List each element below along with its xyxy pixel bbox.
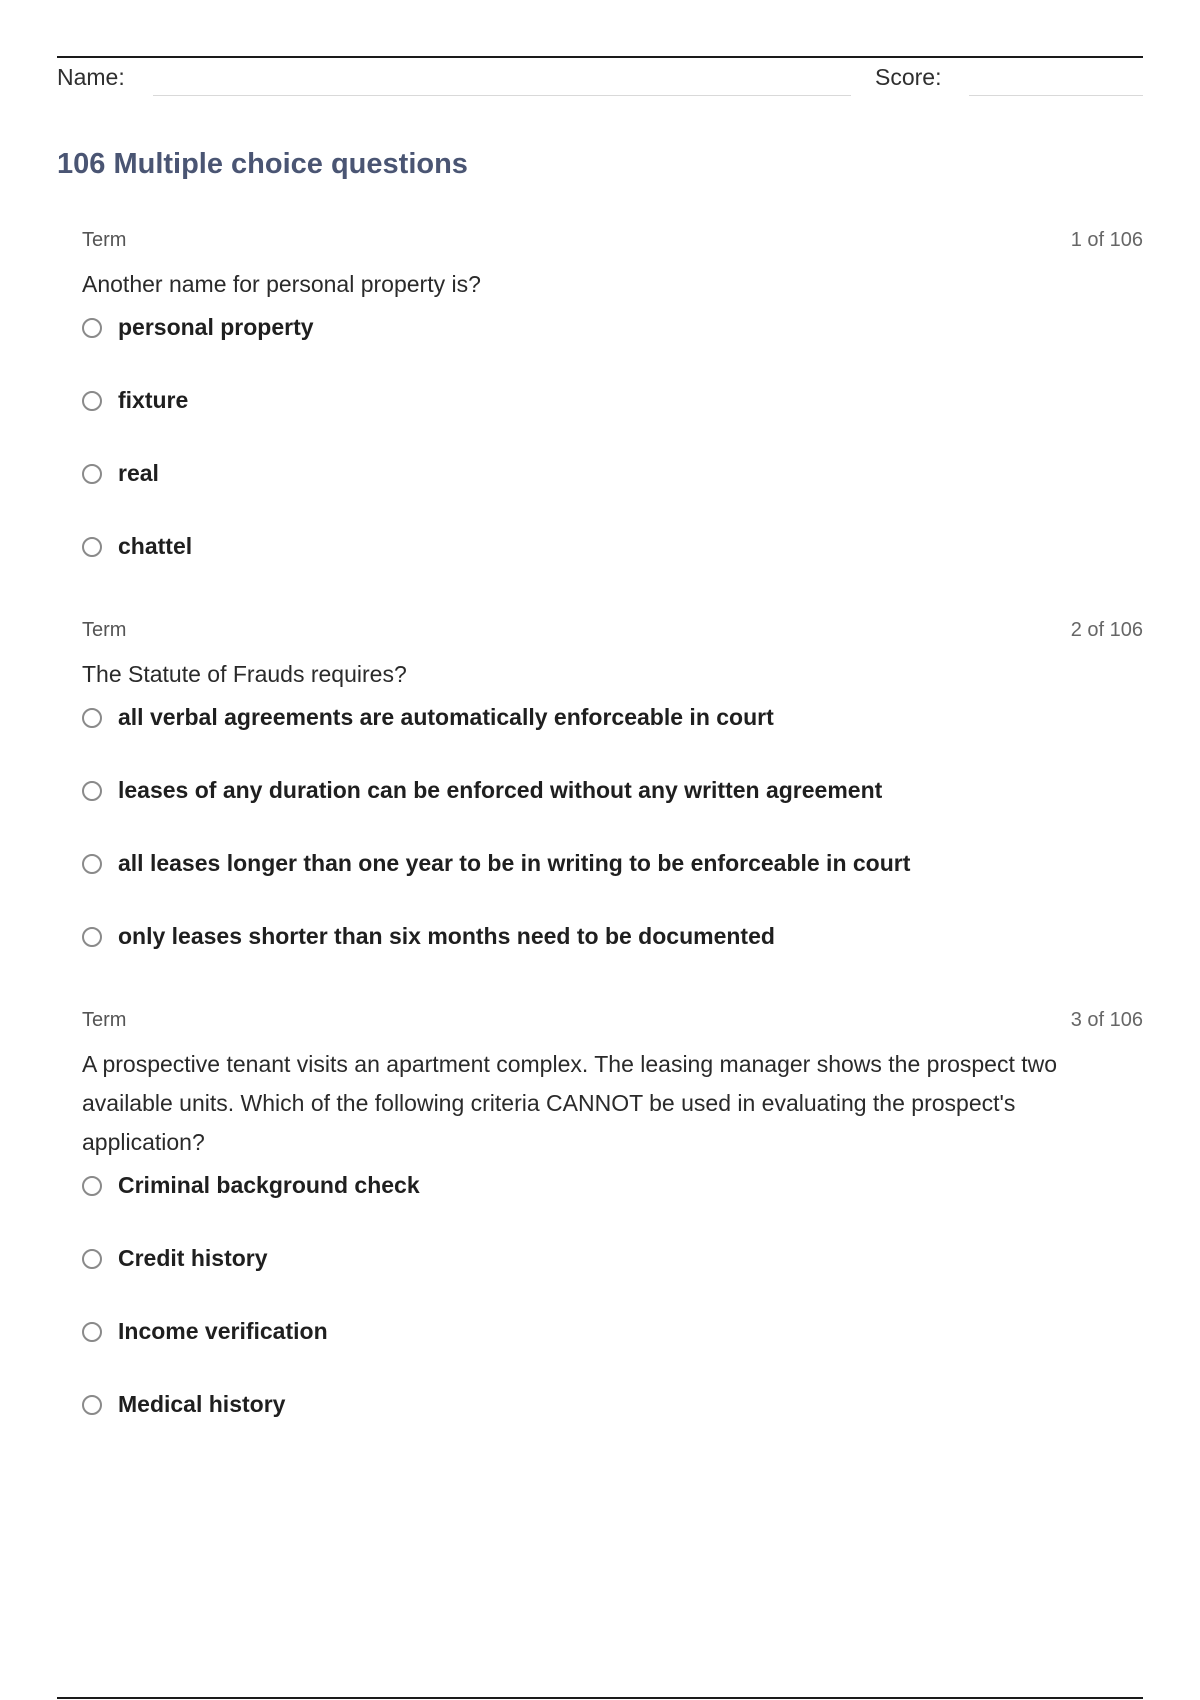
options-list <box>82 704 1143 1000</box>
radio-button[interactable] <box>82 318 102 338</box>
radio-button[interactable] <box>82 1176 102 1196</box>
radio-button[interactable] <box>82 464 102 484</box>
option-label: only leases shorter than six months need to be documented <box>118 923 775 949</box>
radio-button[interactable] <box>82 927 102 947</box>
question-text: The Statute of Frauds requires? <box>82 661 407 687</box>
question-counter: 1 of 106 <box>1070 229 1143 251</box>
bottom-rule <box>57 1697 1143 1699</box>
option-1[interactable] <box>82 1172 1143 1249</box>
term-label: Term <box>82 619 127 641</box>
radio-button[interactable] <box>82 708 102 728</box>
question-text: A prospective tenant visits an apartment complex. The leasing manager shows the prospect two available units. Which of the following criteria CANNOT be used in evaluating the prospect's application? <box>82 1051 1058 1155</box>
question-header <box>82 229 1143 257</box>
name-label: Name: <box>57 64 125 90</box>
question-header <box>82 1009 1143 1037</box>
option-1[interactable] <box>82 314 1143 391</box>
name-field[interactable] <box>153 95 851 96</box>
option-1[interactable] <box>82 704 1143 781</box>
page-title: 106 Multiple choice questions <box>57 148 468 180</box>
options-list <box>82 314 1143 610</box>
radio-button[interactable] <box>82 1322 102 1342</box>
term-label: Term <box>82 229 127 251</box>
radio-button[interactable] <box>82 537 102 557</box>
question-text: Another name for personal property is? <box>82 271 481 297</box>
option-3[interactable] <box>82 850 1143 927</box>
radio-button[interactable] <box>82 391 102 411</box>
question-1 <box>82 229 1143 610</box>
question-header <box>82 619 1143 647</box>
option-label: leases of any duration can be enforced without any written agreement <box>118 777 883 803</box>
term-label: Term <box>82 1009 127 1031</box>
score-label: Score: <box>875 64 942 90</box>
radio-button[interactable] <box>82 781 102 801</box>
name-score-row <box>57 62 1143 98</box>
option-2[interactable] <box>82 777 1143 854</box>
option-label: all verbal agreements are automatically enforceable in court <box>118 704 774 730</box>
radio-button[interactable] <box>82 854 102 874</box>
worksheet-page <box>57 0 1143 1700</box>
top-rule <box>57 56 1143 58</box>
options-list <box>82 1172 1143 1468</box>
option-3[interactable] <box>82 1318 1143 1395</box>
option-2[interactable] <box>82 387 1143 464</box>
radio-button[interactable] <box>82 1395 102 1415</box>
question-counter: 2 of 106 <box>1070 619 1143 641</box>
option-label: Criminal background check <box>118 1172 420 1198</box>
option-label: personal property <box>118 314 314 340</box>
question-counter: 3 of 106 <box>1070 1009 1143 1031</box>
option-label: chattel <box>118 533 193 559</box>
option-4[interactable] <box>82 1391 1143 1468</box>
option-label: Credit history <box>118 1245 268 1271</box>
option-label: Medical history <box>118 1391 286 1417</box>
option-label: all leases longer than one year to be in writing to be enforceable in court <box>118 850 911 876</box>
option-3[interactable] <box>82 460 1143 537</box>
option-4[interactable] <box>82 533 1143 610</box>
radio-button[interactable] <box>82 1249 102 1269</box>
option-2[interactable] <box>82 1245 1143 1322</box>
question-2 <box>82 619 1143 1000</box>
option-label: Income verification <box>118 1318 328 1344</box>
question-3 <box>82 1009 1143 1468</box>
score-field[interactable] <box>969 95 1143 96</box>
option-label: fixture <box>118 387 189 413</box>
option-label: real <box>118 460 159 486</box>
option-4[interactable] <box>82 923 1143 1000</box>
